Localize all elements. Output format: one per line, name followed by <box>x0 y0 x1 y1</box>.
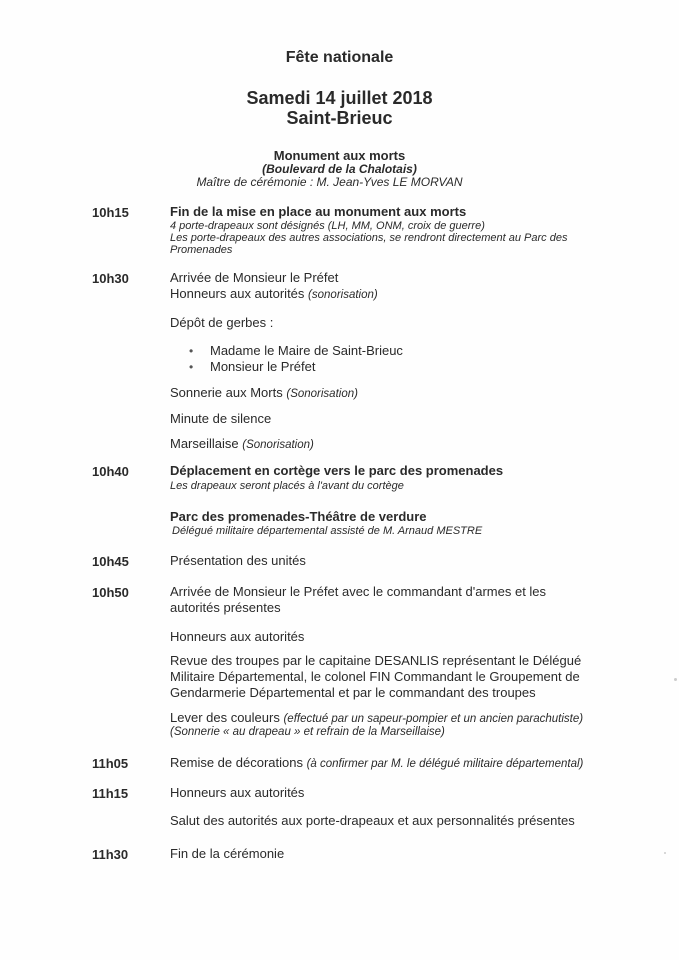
schedule-item: Présentation des unités <box>170 553 306 568</box>
schedule-item-note: (Sonorisation) <box>242 439 314 451</box>
schedule-item-note: (sonorisation) <box>308 289 378 301</box>
schedule-item: Revue des troupes par le capitaine DESANLIS représentant le Délégué <box>170 653 582 668</box>
schedule-item: Honneurs aux autorités <box>170 629 305 644</box>
scan-speck <box>674 678 677 681</box>
schedule-item <box>170 385 358 400</box>
schedule-note: Les drapeaux seront placés à l'avant du cortège <box>170 480 404 492</box>
schedule-time: 10h45 <box>92 554 129 569</box>
schedule-item: Salut des autorités aux porte-drapeaux et aux personnalités présentes <box>170 813 575 828</box>
document-title: Fête nationale <box>285 49 394 66</box>
schedule-note: Promenades <box>170 244 233 256</box>
schedule-item-text: Marseillaise <box>170 436 239 451</box>
schedule-time: 10h50 <box>92 585 129 600</box>
schedule-item: Minute de silence <box>170 411 272 426</box>
schedule-item: Militaire Départemental, le colonel FIN Commandant le Groupement de <box>170 669 580 684</box>
schedule-item-text: Lever des couleurs <box>170 710 280 725</box>
schedule-item-note: (effectué par un sapeur-pompier et un ancien parachutiste) <box>283 713 584 725</box>
schedule-item-text: Honneurs aux autorités <box>170 286 305 301</box>
event-city: Saint-Brieuc <box>286 108 393 128</box>
venue-name: Monument aux morts <box>273 148 406 163</box>
event-date: Samedi 14 juillet 2018 <box>246 88 433 108</box>
bullet-icon: • <box>189 344 194 358</box>
venue-address: (Boulevard de la Chalotais) <box>262 162 417 176</box>
schedule-item <box>170 710 583 725</box>
bullet-icon: • <box>189 360 194 374</box>
schedule-item <box>170 755 583 770</box>
schedule-item: Gendarmerie Départemental et par le commandant des troupes <box>170 685 536 700</box>
schedule-item-note: (Sonorisation) <box>286 388 358 400</box>
schedule-note: 4 porte-drapeaux sont désignés (LH, MM, ONM, croix de guerre) <box>170 220 485 232</box>
wreath-item: Monsieur le Préfet <box>210 359 316 374</box>
schedule-item-text: Remise de décorations <box>170 755 303 770</box>
schedule-time: 11h05 <box>92 756 129 771</box>
schedule-time: 10h40 <box>92 464 129 479</box>
schedule-item <box>170 436 314 451</box>
schedule-item: Fin de la cérémonie <box>170 846 285 861</box>
venue-note: Délégué militaire départemental assisté de M. Arnaud MESTRE <box>172 525 483 537</box>
schedule-title: Déplacement en cortège vers le parc des promenades <box>170 463 504 478</box>
schedule-item: Arrivée de Monsieur le Préfet avec le commandant d'armes et les <box>170 584 547 599</box>
venue-name: Parc des promenades-Théâtre de verdure <box>170 509 427 524</box>
schedule-time: 11h15 <box>92 786 129 801</box>
schedule-item: Arrivée de Monsieur le Préfet <box>170 270 339 285</box>
schedule-title: Fin de la mise en place au monument aux morts <box>170 204 467 219</box>
schedule-item: autorités présentes <box>170 600 281 615</box>
schedule-item: Honneurs aux autorités <box>170 785 305 800</box>
schedule-time: 11h30 <box>92 847 129 862</box>
schedule-item <box>170 286 378 301</box>
wreath-label: Dépôt de gerbes : <box>170 315 274 330</box>
schedule-note: (Sonnerie « au drapeau » et refrain de la Marseillaise) <box>170 726 445 738</box>
schedule-note: Les porte-drapeaux des autres associations, se rendront directement au Parc des <box>170 232 568 244</box>
scan-speck <box>664 852 666 854</box>
schedule-item-text: Sonnerie aux Morts <box>170 385 283 400</box>
wreath-item: Madame le Maire de Saint-Brieuc <box>210 343 403 358</box>
schedule-time: 10h30 <box>92 271 129 286</box>
master-of-ceremony: Maître de cérémonie : M. Jean-Yves LE MORVAN <box>196 175 463 189</box>
schedule-item-note: (à confirmer par M. le délégué militaire départemental) <box>306 758 584 770</box>
schedule-time: 10h15 <box>92 205 129 220</box>
